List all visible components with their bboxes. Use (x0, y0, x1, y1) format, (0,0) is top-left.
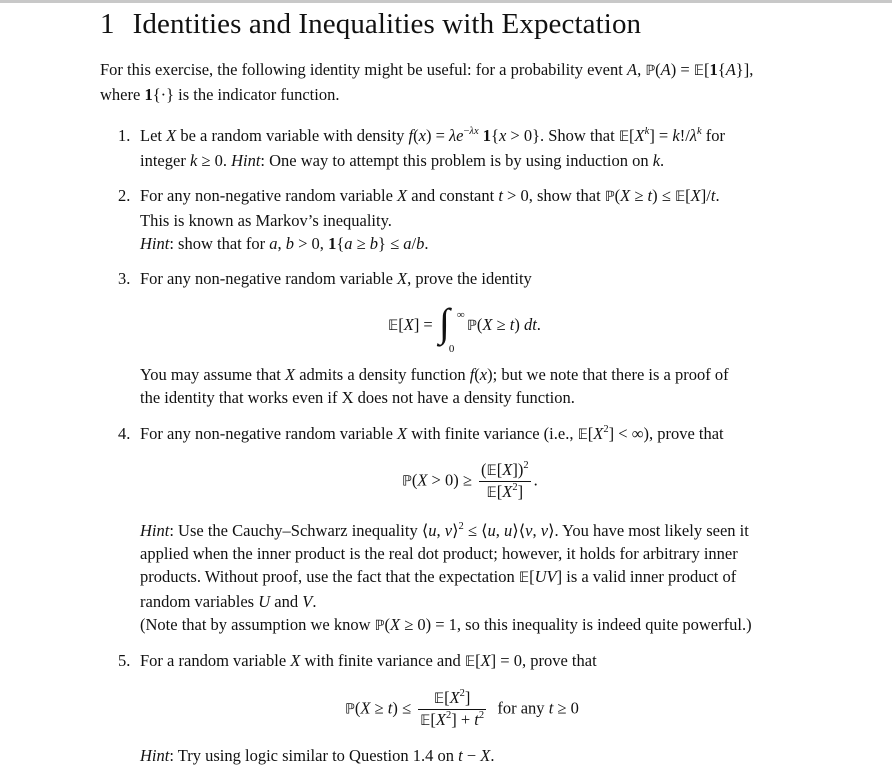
item-number: 2. (118, 186, 131, 205)
item-body: For any non-negative random variable X and constant t > 0, show that ℙ(X ≥ t) ≤ 𝔼[X]/t. This is known as Markov’s inequality. Hint: show that for a, b > 0, 1{a ≥ b} ≤ a/b. (140, 186, 720, 253)
intro-paragraph (100, 58, 753, 106)
section-number: 1 (100, 8, 115, 40)
equation-5: ℙ(X ≥ t) ≤ $\frac{𝔼[X^2]}{𝔼[X^2] + t^2}$ for any t ≥ 0 (345, 688, 579, 729)
equation-3: 𝔼[X] = ∫ ∞ 0 ℙ(X ≥ t) dt. (388, 300, 541, 355)
fraction: $\frac{(𝔼[X])^2}{𝔼[X^2]}$ (481, 460, 529, 501)
item-number: 5. (118, 651, 131, 670)
item-number: 3. (118, 269, 131, 288)
integral-symbol: ∫ ∞ 0 (438, 300, 465, 355)
intro-line-2: where 1{·} is the indicator function. (100, 85, 340, 104)
intro-line-1: For this exercise, the following identity might be useful: for a probability event A, ℙ(A) = 𝔼[1{A}], (100, 60, 754, 79)
item-number: 4. (118, 424, 131, 443)
item-body: Let X be a random variable with density $f(x) = \lambda e^{-\lambda x}$ 1{x > 0}. Show that $𝔼[X^k] = k!/\lambda^k$ for integer k ≥ 0. Hint: One way to attempt this problem is by using induction on k. (140, 126, 725, 170)
section-title: Identities and Inequalities with Expectation (132, 8, 642, 40)
fraction: $\frac{𝔼[X^2]}{𝔼[X^2] + t^2}$ (420, 688, 485, 729)
item-number: 1. (118, 126, 131, 145)
top-rule (0, 0, 892, 3)
item-body: For a random variable X with finite variance and 𝔼[X] = 0, prove that (140, 651, 597, 670)
equation-4: ℙ(X > 0) ≥ $\frac{(𝔼[X])^2}{𝔼[X^2]}$ . (402, 460, 538, 501)
item-body: For any non-negative random variable X with finite variance (i.e., $𝔼[X^2]$ < ∞), prove that (140, 424, 724, 443)
section-heading (100, 4, 641, 44)
item-body: For any non-negative random variable X, prove the identity (140, 269, 532, 288)
